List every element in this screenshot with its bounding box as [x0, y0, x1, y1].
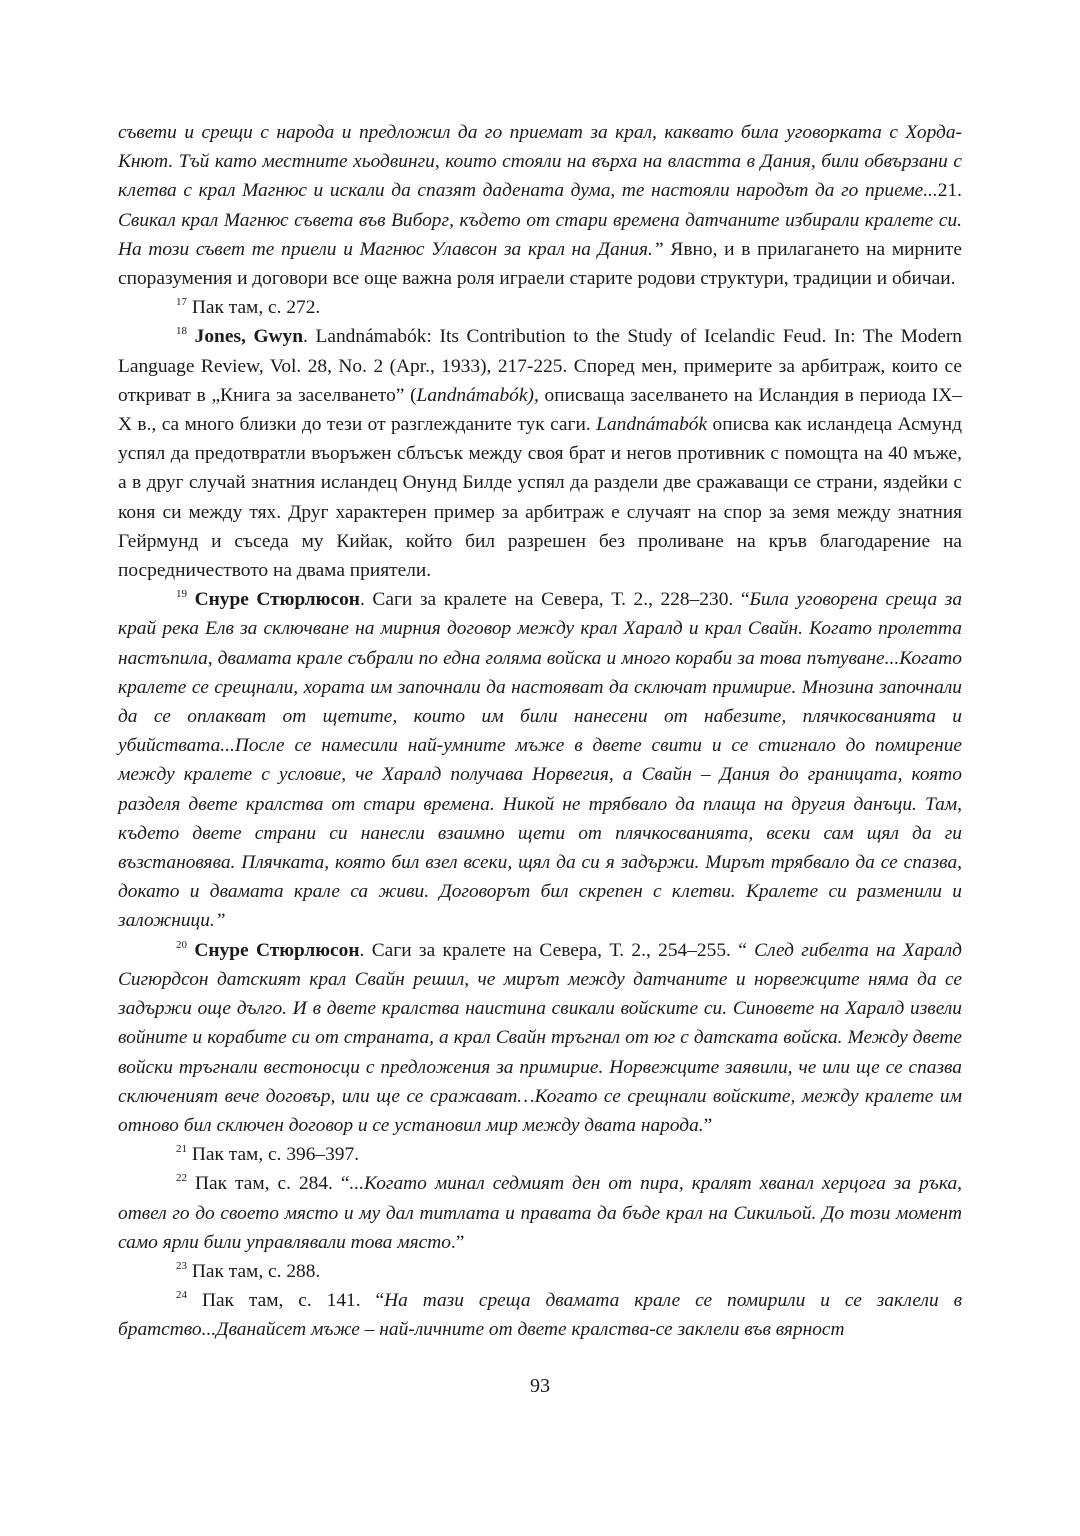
page-number: 93 [530, 1375, 550, 1397]
author-name: Снуре Стюрлюсон [194, 589, 360, 611]
note-italic-text: Landnámabók [596, 414, 708, 436]
note-italic-text: съвети и срещи с народа и предложил да го приемат за крал, каквато била уговорката с Хорда-Кнют. Тъй като местните хьодвинги, които стояли на върха на властта в Дания, били обвързани с клетва с крал Магнюс и искали да спазят дадената дума, те настояли народът да го приеме... [118, 122, 962, 202]
footnote-number: 18 [176, 325, 187, 338]
author-name: Jones, Gwyn [194, 326, 304, 348]
note-text: Пак там, с. 396–397. [191, 1144, 360, 1166]
footnote-23 [118, 1257, 962, 1286]
footnote-number: 24 [176, 1288, 187, 1301]
note-text: . Саги за кралете на Севера, Т. 2., 228–230. “ [359, 589, 750, 611]
note-italic-text: ...Когато минал седмият ден от пира, кралят хванал херцога за ръка, отвел го до своето място и му дал титлата и правата да бъде крал на Сикильой. До този момент само ярли били управлявали това място [118, 1173, 962, 1253]
footnote-20 [118, 936, 962, 1140]
note-text: описваща заселването на Исландия в периода IX–X в., са много близки до тези от разглежданите тук саги. [118, 384, 962, 436]
footnote-number: 23 [176, 1259, 187, 1272]
note-italic-text: Била уговорена среща за край река Елв за сключване на мирния договор между крал Харалд и крал Свайн. Когато пролетта настъпила, двамата крале събрали по една голяма войска и много кораби за това пътуване...Когато кралете се срещнали, хората им започнали да настояват да сключат примирие. Мнозина започнали да се оплакват от щетите, които им били нанесени от набезите, плячкосванията и убийствата...После се намесили най-умните мъже в двете свити и се стигнало до помирение между кралете с условие, че Харалд получава Норвегия, а Свайн – Дания до границата, която разделя двете кралства от стари времена. Никой не трябвало да плаща на другия данъци. Там, където двете страни си нанесли взаимно щети от плячкосванията, всеки сам щял да ги възстановява. Плячката, която бил взел всеки, щял да си я задържи. Мирът трябвало да се спазва, докато и двамата крале са живи. Договорът бил скрепен с клетви. Кралете си разменили и заложници.” [118, 589, 963, 932]
note-italic-text: На тази среща двамата крале се помирили и се заклели в братство...Дванайсет мъже – най-личните от двете кралства-се заклели във вярност [118, 1290, 962, 1341]
note-text: . Саги за кралете на Севера, Т. 2., 254–255. “ [359, 939, 755, 961]
footnote-number: 19 [176, 588, 187, 600]
note-text: Пак там, с. 141. “ [201, 1290, 385, 1312]
footnote-21 [118, 1140, 962, 1169]
footnote-number: 21 [176, 1142, 187, 1155]
note-italic-text: След гибелта на Харалд Сигюрдсон датският крал Свайн решил, че мирът между датчаните и норвежците няма да се задържи още дълго. И в двете кралства наистина свикали войските си. Синовете на Харалд извели войните и корабите си от страната, а крал Свайн тръгнал от юг с датската войска. Между двете войски тръгнали вестоносци с предложения за примирие. Норвежците заявили, че или ще се спазва сключеният вече договър, или ще се сражават…Когато се срещнали войските, между кралете им отново бил сключен договор и се установил мир между двата народа. [118, 939, 962, 1136]
note-text: Пак там, с. 272. [191, 297, 321, 319]
footnote-number: 17 [176, 295, 187, 308]
footnotes-section [118, 118, 962, 1345]
footnote-19 [118, 585, 962, 935]
note-italic-text: Landnámabók), [416, 384, 539, 406]
author-name: Снуре Стюрлюсон [194, 939, 360, 961]
note-text: описва как исландеца Асмунд успял да предотвратли въоръжен сблъсък между своя брат и негов противник с помощта на 40 мъже, а в друг случай знатния исландец Онунд Билде успял да раздели две сражаващи се страни, яздейки с коня си между тях. Друг характерен пример за арбитраж е случаят на спор за земя между знатния Гейрмунд и съседа му Кийак, който бил разрешен без проливане на кръв благодарение на посредничеството на двама приятели. [118, 414, 962, 582]
footnote-16-continuation [118, 118, 962, 293]
footnote-17 [118, 293, 962, 322]
note-text: Пак там, с. 288. [191, 1260, 321, 1282]
footnote-22 [118, 1169, 962, 1257]
note-text: ” [703, 1114, 713, 1136]
footnote-number: 22 [176, 1172, 187, 1185]
note-text: . Landnámabók: Its Contribution to the Study of Icelandic Feud. In: The Modern Language Review, Vol. 28, No. 2 (Apr., 1933), 217-225. Според мен, примерите за арбитраж, които се откриват в „Книга за заселването” ( [118, 326, 962, 406]
footnote-number: 20 [176, 938, 187, 951]
note-text: Пак там, с. 284. “ [195, 1173, 350, 1195]
footnote-18 [118, 322, 962, 585]
note-text: .” [450, 1231, 465, 1253]
note-text: 21. [937, 180, 962, 202]
note-italic-text: Свикал крал Магнюс съвета във Виборг, където от стари времена датчаните избирали кралете си. На този съвет те приели и Магнюс Улавсон за крал на Дания.” [118, 209, 962, 260]
note-text: Явно, и в прилагането на мирните споразумения и договори все още важна роля играели старите родови структури, традиции и обичаи. [118, 238, 962, 290]
footnote-24 [118, 1286, 962, 1344]
